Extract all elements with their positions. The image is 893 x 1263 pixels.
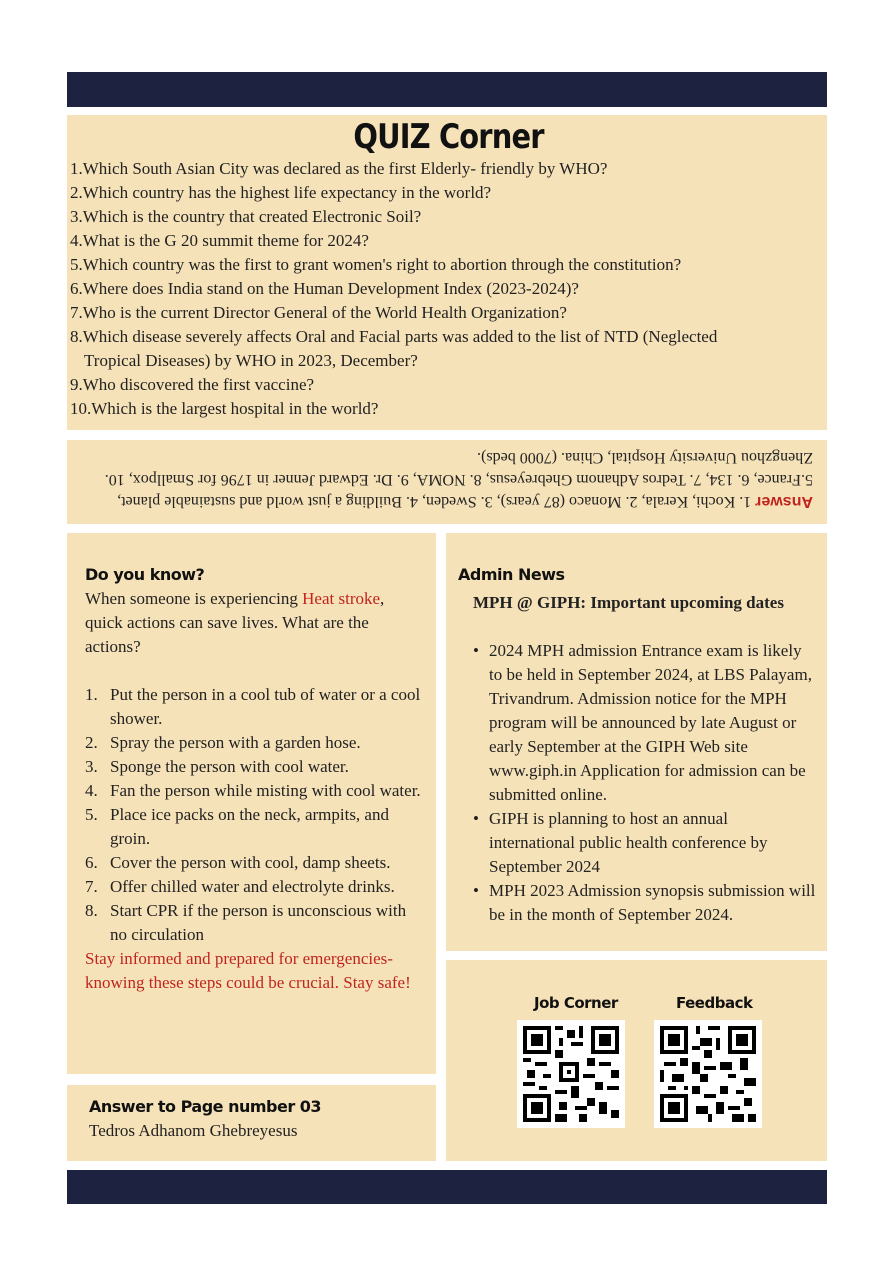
step-number: 8.	[85, 901, 98, 920]
quiz-question: 3.Which is the country that created Electronic Soil?	[70, 207, 422, 226]
admin-news-heading: Admin News	[458, 565, 565, 584]
quiz-title: QUIZ Corner	[353, 117, 544, 157]
page-answer-text: Tedros Adhanom Ghebreyesus	[89, 1121, 298, 1140]
quiz-question: 1.Which South Asian City was declared as the first Elderly- friendly by WHO?	[70, 159, 608, 178]
bullet-icon: •	[473, 641, 479, 660]
page-answer-panel	[67, 1085, 436, 1161]
feedback-label: Feedback	[676, 994, 753, 1012]
bottom-banner-bar	[67, 1170, 827, 1204]
step-text: Put the person in a cool tub of water or a cool shower.	[110, 685, 421, 728]
quiz-answers-upside-down	[87, 446, 813, 512]
step-number: 7.	[85, 877, 98, 896]
news-text: GIPH is planning to host an annual international public health conference by September 2024	[489, 809, 768, 876]
intro-text-continued: , quick actions can save lives. What are the actions?	[85, 589, 385, 656]
step-text: Spray the person with a garden hose.	[110, 733, 361, 752]
job-corner-qr-code[interactable]	[517, 1020, 625, 1128]
step-item	[85, 875, 426, 899]
step-item	[85, 779, 426, 803]
step-text: Fan the person while misting with cool water.	[110, 781, 421, 800]
feedback-qr-code[interactable]	[654, 1020, 762, 1128]
step-number: 2.	[85, 733, 98, 752]
heat-stroke-steps	[85, 683, 426, 947]
step-number: 4.	[85, 781, 98, 800]
quiz-question: 8.Which disease severely affects Oral and Facial parts was added to the list of NTD (Neglected	[70, 327, 718, 346]
bullet-icon: •	[473, 809, 479, 828]
quiz-question: 5.Which country was the first to grant women's right to abortion through the constitution?	[70, 255, 682, 274]
admin-news-list	[458, 639, 817, 927]
do-you-know-heading: Do you know?	[85, 565, 205, 584]
step-item	[85, 851, 426, 875]
admin-news-subheading: MPH @ GIPH: Important upcoming dates	[473, 593, 784, 612]
quiz-question: 4.What is the G 20 summit theme for 2024?	[70, 231, 369, 250]
news-item	[473, 807, 817, 879]
quiz-question: 10.Which is the largest hospital in the world?	[70, 399, 379, 418]
quiz-question: 9.Who discovered the first vaccine?	[70, 375, 315, 394]
bullet-icon: •	[473, 881, 479, 900]
quiz-question: 6.Where does India stand on the Human Development Index (2023-2024)?	[70, 279, 579, 298]
qr-code-icon	[660, 1026, 756, 1122]
step-text: Place ice packs on the neck, armpits, and groin.	[110, 805, 389, 848]
intro-text: When someone is experiencing	[85, 589, 303, 608]
step-text: Sponge the person with cool water.	[110, 757, 349, 776]
admin-news-panel	[446, 533, 827, 951]
answer-text: 1. Kochi, Kerala, 2. Monaco (87 years), 3. Sweden, 4. Building a just world and sustainable planet, 5.France, 6. 134, 7. Tedros Adhanom Ghebreyesus, 8. NOMA, 9. Dr. Edward Jenner in 1796 for Smallpox, 10. Zhengzhou University Hospital, China. (7000 beds).	[104, 449, 813, 510]
quiz-answers-panel	[67, 440, 827, 524]
step-item	[85, 731, 426, 755]
qr-code-icon	[523, 1026, 619, 1122]
step-number: 3.	[85, 757, 98, 776]
step-number: 5.	[85, 805, 98, 824]
step-number: 1.	[85, 685, 98, 704]
answer-label: Answer	[755, 493, 813, 510]
do-you-know-panel	[67, 533, 436, 1074]
news-item	[473, 639, 817, 807]
page-answer-heading: Answer to Page number 03	[89, 1097, 322, 1116]
quiz-corner-panel	[67, 115, 827, 430]
quiz-question: 7.Who is the current Director General of the World Health Organization?	[70, 303, 567, 322]
step-text: Offer chilled water and electrolyte drinks.	[110, 877, 395, 896]
news-item	[473, 879, 817, 927]
heat-stroke-highlight: Heat stroke	[302, 589, 381, 608]
step-item	[85, 899, 426, 947]
quiz-question: 2.Which country has the highest life expectancy in the world?	[70, 183, 492, 202]
job-corner-label: Job Corner	[534, 994, 618, 1012]
step-item	[85, 755, 426, 779]
quiz-question-continuation: Tropical Diseases) by WHO in 2023, December?	[84, 351, 418, 370]
qr-links-panel	[446, 960, 827, 1161]
news-text: 2024 MPH admission Entrance exam is likely to be held in September 2024, at LBS Palayam, Trivandrum. Admission notice for the MPH program will be announced by late August or early September at the GIPH Web site www.giph.in Application for admission can be submitted online.	[489, 641, 812, 804]
top-banner-bar	[67, 72, 827, 107]
step-text: Cover the person with cool, damp sheets.	[110, 853, 391, 872]
step-item	[85, 683, 426, 731]
step-text: Start CPR if the person is unconscious with no circulation	[110, 901, 407, 944]
quiz-question-list	[70, 157, 827, 421]
step-item	[85, 803, 426, 851]
stay-safe-note: Stay informed and prepared for emergencies- knowing these steps could be crucial. Stay safe!	[85, 949, 411, 992]
news-text: MPH 2023 Admission synopsis submission will be in the month of September 2024.	[489, 881, 816, 924]
do-you-know-intro	[85, 587, 426, 659]
step-number: 6.	[85, 853, 98, 872]
